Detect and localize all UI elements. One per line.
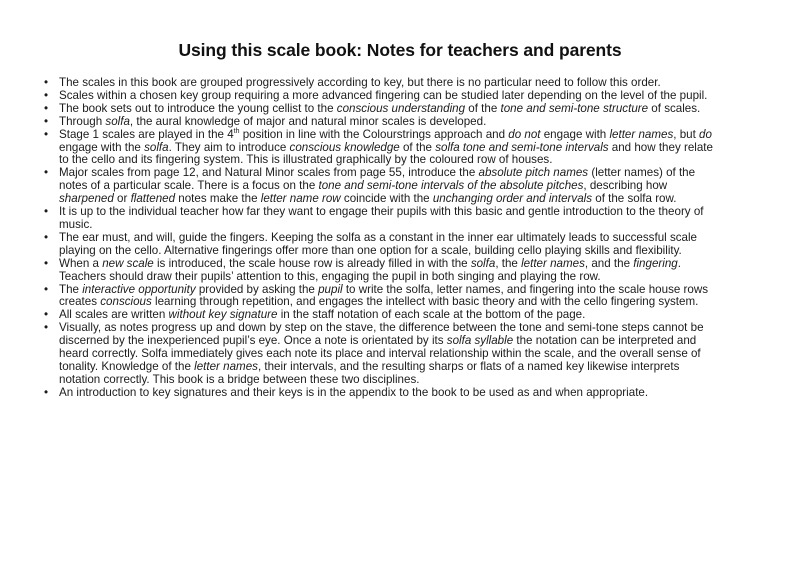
note-text: Stage 1 scales are played in the 4 bbox=[59, 127, 234, 141]
note-emphasis: solfa bbox=[144, 140, 169, 154]
note-emphasis: solfa tone and semi-tone intervals bbox=[435, 140, 609, 154]
note-text: to write the solfa, letter names, and fingering into the scale house rows creates bbox=[59, 282, 709, 309]
note-emphasis: new scale bbox=[102, 256, 154, 270]
bullet-marker: • bbox=[44, 101, 49, 115]
note-emphasis: tone and semi-tone structure bbox=[500, 101, 649, 115]
note-text: provided by asking the bbox=[195, 282, 319, 296]
note-item bbox=[40, 206, 718, 232]
note-text: of the bbox=[399, 140, 436, 154]
bullet-marker: • bbox=[44, 127, 49, 141]
note-emphasis: letter names bbox=[194, 359, 258, 373]
note-text: learning through repetition, and engages the intellect with basic theory and with the cello fingering system. bbox=[151, 295, 699, 309]
note-text: position in line with the Colourstrings approach and bbox=[239, 127, 509, 141]
bullet-marker: • bbox=[44, 385, 49, 399]
note-emphasis: letter names bbox=[609, 127, 674, 141]
note-text: (letter names) of the notes of a particular scale. There is a focus on the bbox=[59, 166, 696, 193]
note-text: The ear must, and will, guide the fingers. Keeping the solfa as a constant in the inner ear ultimately leads to successful scale playing on the cello. Alternative fingerings offer more than one option for a scale, building cello playing skills and flexibility. bbox=[59, 230, 698, 257]
note-text: When a bbox=[59, 256, 103, 270]
note-text: It is up to the individual teacher how far they want to engage their pupils with this basic and gentle introduction to the theory of music. bbox=[59, 205, 704, 231]
note-text: The bbox=[59, 282, 83, 296]
bullet-marker: • bbox=[44, 166, 49, 180]
bullet-marker: • bbox=[44, 256, 49, 270]
note-emphasis: do bbox=[699, 127, 712, 141]
note-text: is introduced, the scale house row is already filled in with the bbox=[153, 256, 471, 270]
note-emphasis: solfa bbox=[470, 256, 496, 270]
note-text: , describing how bbox=[583, 179, 668, 193]
note-emphasis: conscious bbox=[100, 295, 152, 309]
note-emphasis: do not bbox=[508, 127, 541, 141]
note-emphasis: absolute pitch names bbox=[478, 166, 589, 180]
note-text: Visually, as notes progress up and down by step on the stave, the difference between the tone and semi-tone steps cannot be discerned by the inexperienced pupil’s eye. Once a note is orientated by its bbox=[59, 321, 704, 348]
note-text: , the bbox=[495, 256, 522, 270]
bullet-marker: • bbox=[44, 321, 49, 335]
note-emphasis: unchanging order and intervals bbox=[432, 192, 593, 206]
note-text: . Teachers should draw their pupils’ attention to this, engaging the pupil in both singing and playing the row. bbox=[59, 256, 681, 283]
note-text: or bbox=[113, 192, 131, 206]
note-text: , but bbox=[673, 127, 700, 141]
note-emphasis: conscious understanding bbox=[336, 101, 466, 115]
bullet-marker: • bbox=[44, 308, 49, 322]
note-text: , the aural knowledge of major and natural minor scales is developed. bbox=[129, 114, 487, 128]
bullet-marker: • bbox=[44, 114, 49, 128]
note-text: The book sets out to introduce the young cellist to the bbox=[59, 101, 337, 115]
note-emphasis: without key signature bbox=[168, 308, 278, 322]
note-emphasis: tone and semi-tone intervals of the absolute pitches bbox=[318, 179, 584, 193]
note-emphasis: solfa syllable bbox=[446, 334, 514, 348]
note-superscript: th bbox=[233, 127, 240, 135]
note-emphasis: solfa bbox=[105, 114, 130, 128]
note-text: Major scales from page 12, and Natural Minor scales from page 55, introduce the bbox=[59, 166, 479, 180]
note-item bbox=[40, 167, 718, 206]
note-item bbox=[40, 258, 718, 284]
note-text: in the staff notation of each scale at the bottom of the page. bbox=[277, 308, 586, 322]
note-text: and how they relate to the cello and its fingering system. This is illustrated graphically by the coloured row of houses. bbox=[59, 140, 713, 167]
note-emphasis: letter name row bbox=[260, 192, 341, 206]
note-item bbox=[40, 129, 718, 168]
page-title: Using this scale book: Notes for teachers and parents bbox=[178, 40, 622, 60]
note-emphasis: sharpened bbox=[59, 192, 114, 206]
bullet-marker: • bbox=[44, 76, 49, 89]
note-text: The scales in this book are grouped progressively according to key, but there is no particular need to follow this order. bbox=[59, 76, 661, 89]
note-text: An introduction to key signatures and their keys is in the appendix to the book to be used as and when appropriate. bbox=[59, 385, 649, 399]
note-text: of scales. bbox=[648, 101, 701, 115]
note-text: the notation can be interpreted and heard correctly. Solfa immediately gives each note its place and interval relationship within the scale, and the overall sense of tonality. Knowledge of the bbox=[59, 334, 701, 373]
note-emphasis: flattened bbox=[130, 192, 176, 206]
notes-list bbox=[40, 77, 718, 400]
note-text: of the bbox=[465, 101, 501, 115]
note-text: engage with bbox=[540, 127, 610, 141]
note-item bbox=[40, 322, 718, 387]
note-text: , their intervals, and the resulting sharps or flats of a named key likewise interprets notation correctly. This book is a bridge between these two disciplines. bbox=[59, 359, 680, 386]
note-text: All scales are written bbox=[59, 308, 169, 322]
note-text: , and the bbox=[584, 256, 634, 270]
note-text: coincide with the bbox=[340, 192, 433, 206]
note-text: notes make the bbox=[175, 192, 261, 206]
note-text: of the solfa row. bbox=[592, 192, 677, 206]
note-emphasis: conscious knowledge bbox=[289, 140, 400, 154]
note-emphasis: fingering bbox=[633, 256, 678, 270]
note-emphasis: interactive opportunity bbox=[82, 282, 196, 296]
note-emphasis: pupil bbox=[318, 282, 343, 296]
bullet-marker: • bbox=[44, 205, 49, 219]
bullet-marker: • bbox=[44, 88, 49, 102]
note-text: Scales within a chosen key group requiring a more advanced fingering can be studied later depending on the level of the pupil. bbox=[59, 88, 708, 102]
note-item bbox=[40, 387, 718, 400]
bullet-marker: • bbox=[44, 282, 49, 296]
note-item bbox=[40, 232, 718, 258]
note-text: . They aim to introduce bbox=[168, 140, 290, 154]
note-item bbox=[40, 284, 718, 310]
note-text: engage with the bbox=[59, 140, 145, 154]
note-text: Through bbox=[59, 114, 106, 128]
note-emphasis: letter names bbox=[521, 256, 585, 270]
bullet-marker: • bbox=[44, 230, 49, 244]
